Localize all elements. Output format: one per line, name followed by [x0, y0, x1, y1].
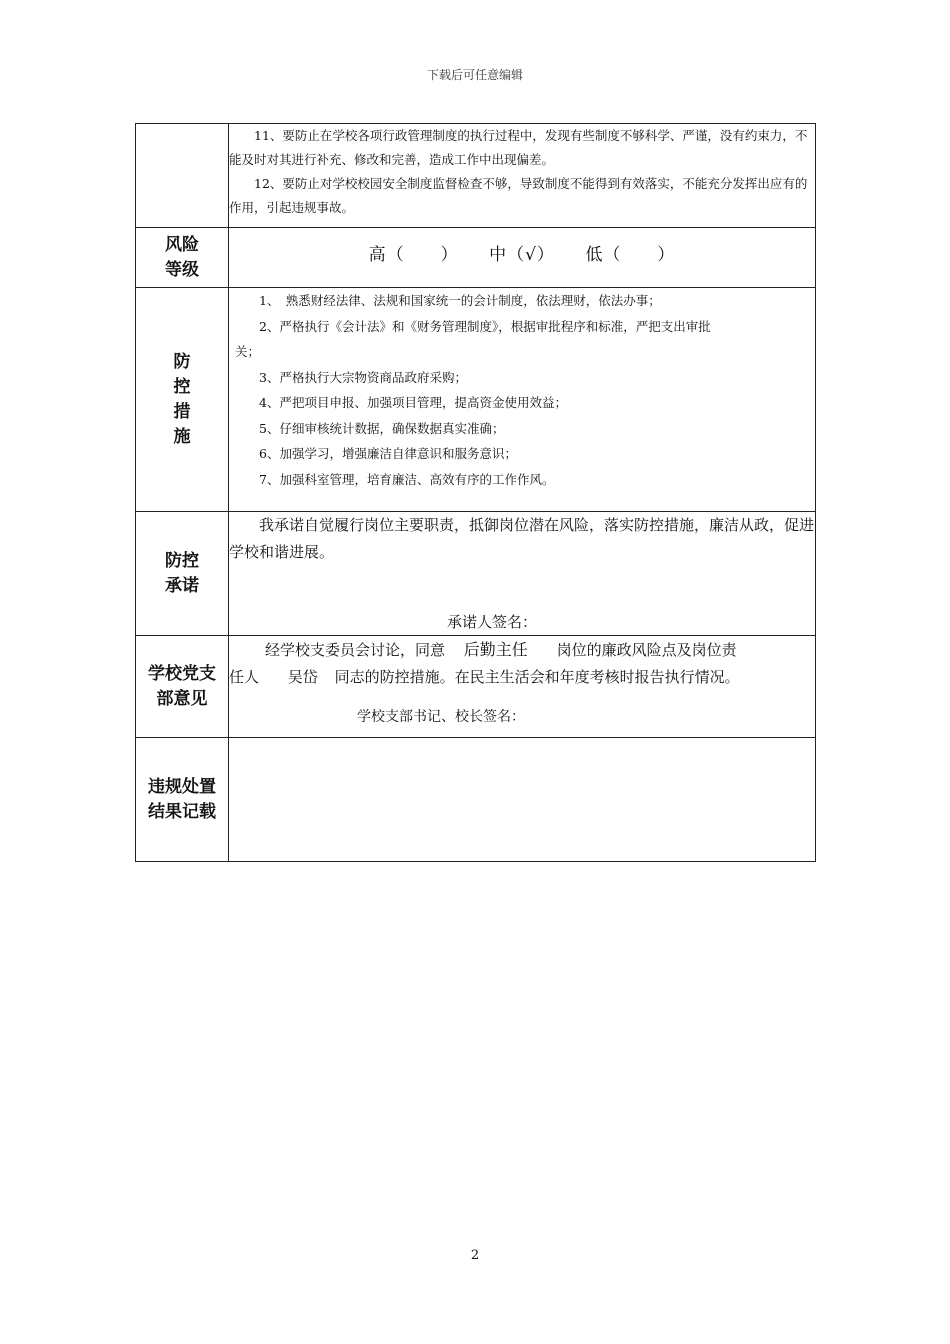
- measure-item-2-wrap: 关；: [235, 344, 261, 359]
- measures-content: [229, 288, 816, 512]
- risk-level-medium: 中（√）: [489, 245, 555, 265]
- commitment-label-line1: 防控: [165, 550, 199, 571]
- risk-item-12: 12、要防止对学校校园安全制度监督检查不够，导致制度不能得到有效落实，不能充分发挥出应有的作用，引起违规事故。: [229, 176, 808, 215]
- opinion-label-line1: 学校党支: [148, 663, 216, 684]
- risk-level-content: [229, 228, 816, 288]
- opinion-line-1: [229, 636, 815, 664]
- risk-level-options: [229, 228, 815, 282]
- page-number: 2: [470, 1248, 480, 1263]
- measure-item-3: 3、严格执行大宗物资商品政府采购；: [259, 369, 467, 385]
- opinion-content: [229, 636, 816, 738]
- continuation-label-cell: [136, 124, 229, 228]
- measures-label-char-2: 控: [173, 376, 191, 397]
- risk-level-label: [136, 228, 229, 288]
- measures-label: [136, 288, 229, 512]
- opinion-line2-prefix: 任人: [229, 668, 260, 686]
- risk-item-11: 11、要防止在学校各项行政管理制度的执行过程中，发现有些制度不够科学、严谨，没有约束力，不能及时对其进行补充、修改和完善，造成工作中出现偏差。: [229, 128, 808, 167]
- measure-item-7: 7、加强科室管理，培育廉洁、高效有序的工作作风。: [259, 471, 555, 487]
- measures-label-char-4: 施: [173, 426, 191, 447]
- measures-row: [136, 288, 816, 512]
- opinion-label-line2: 部意见: [156, 688, 208, 709]
- measure-item-1: 1、 熟悉财经法律、法规和国家统一的会计制度，依法理财，依法办事；: [259, 293, 661, 308]
- measure-item-4: 4、严把项目申报、加强项目管理，提高资金使用效益；: [259, 395, 567, 410]
- commitment-text: 我承诺自觉履行岗位主要职责，抵御岗位潜在风险，落实防控措施，廉洁从政，促进学校和谐进展。: [229, 516, 815, 561]
- risk-level-label-line2: 等级: [165, 259, 199, 280]
- risk-level-row: [136, 228, 816, 288]
- continuation-row: [136, 124, 816, 228]
- opinion-label: [136, 636, 229, 738]
- commitment-label: [136, 512, 229, 636]
- commitment-label-line2: 承诺: [165, 575, 199, 596]
- continuation-content-cell: [229, 124, 816, 228]
- opinion-person-filled: 吴岱: [287, 668, 318, 686]
- violation-label: [136, 738, 229, 862]
- opinion-position-filled: 后勤主任: [463, 640, 528, 659]
- commitment-signature-label: 承诺人签名：: [447, 613, 538, 631]
- measures-label-char-1: 防: [173, 351, 191, 372]
- opinion-line2-suffix: 同志的防控措施。在民主生活会和年度考核时报告执行情况。: [334, 668, 740, 686]
- violation-row: [136, 738, 816, 862]
- violation-label-line2: 结果记载: [148, 801, 216, 822]
- opinion-line-2: [229, 664, 815, 691]
- measure-item-2: 2、严格执行《会计法》和《财务管理制度》，根据审批程序和标准，严把支出审批: [259, 318, 711, 334]
- commitment-row: [136, 512, 816, 636]
- page-header-note: 下载后可任意编辑: [426, 68, 523, 82]
- measure-item-6: 6、加强学习，增强廉洁自律意识和服务意识；: [259, 446, 517, 461]
- risk-level-low: 低（ ）: [585, 245, 676, 265]
- violation-label-line1: 违规处置: [148, 776, 216, 797]
- risk-level-label-line1: 风险: [165, 234, 199, 255]
- risk-control-form-table: [135, 123, 816, 862]
- risk-level-high: 高（ ）: [368, 245, 459, 265]
- commitment-content: [229, 512, 816, 636]
- opinion-line1-suffix: 岗位的廉政风险点及岗位责: [556, 641, 737, 659]
- violation-content: [229, 738, 816, 862]
- opinion-line1-prefix: 经学校支委员会讨论，同意: [265, 641, 446, 659]
- opinion-signature-label: 学校支部书记、校长签名：: [357, 709, 525, 725]
- measure-item-5: 5、仔细审核统计数据，确保数据真实准确；: [259, 420, 505, 436]
- opinion-row: [136, 636, 816, 738]
- measures-label-char-3: 措: [173, 401, 191, 422]
